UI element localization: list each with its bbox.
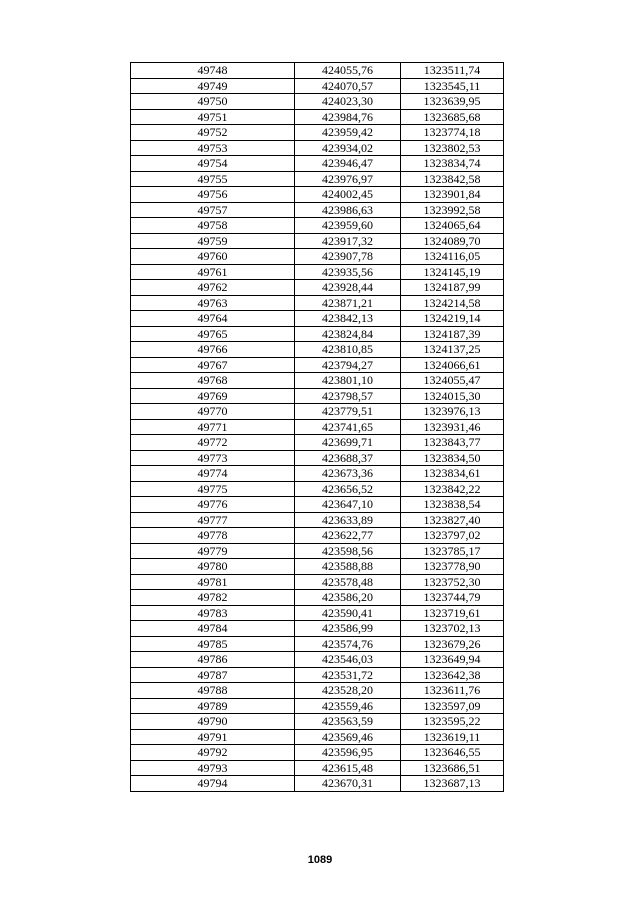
table-row: [131, 497, 504, 513]
y-coordinate-cell: 1323545,11: [401, 78, 504, 94]
point-id-cell: 49779: [131, 543, 295, 559]
point-id-cell: 49768: [131, 373, 295, 389]
x-coordinate-cell: 423559,46: [295, 698, 401, 714]
y-coordinate-cell: 1324066,61: [401, 357, 504, 373]
table-row: [131, 342, 504, 358]
table-row: [131, 512, 504, 528]
table-row: [131, 776, 504, 792]
x-coordinate-cell: 424023,30: [295, 94, 401, 110]
point-id-cell: 49757: [131, 202, 295, 218]
y-coordinate-cell: 1323744,79: [401, 590, 504, 606]
x-coordinate-cell: 423986,63: [295, 202, 401, 218]
y-coordinate-cell: 1323842,58: [401, 171, 504, 187]
table-row: [131, 729, 504, 745]
x-coordinate-cell: 423622,77: [295, 528, 401, 544]
y-coordinate-cell: 1323838,54: [401, 497, 504, 513]
point-id-cell: 49787: [131, 667, 295, 683]
table-row: [131, 264, 504, 280]
x-coordinate-cell: 424002,45: [295, 187, 401, 203]
x-coordinate-cell: 423588,88: [295, 559, 401, 575]
table-row: [131, 404, 504, 420]
table-row: [131, 714, 504, 730]
point-id-cell: 49761: [131, 264, 295, 280]
table-row: [131, 760, 504, 776]
x-coordinate-cell: 423935,56: [295, 264, 401, 280]
y-coordinate-cell: 1323976,13: [401, 404, 504, 420]
table-row: [131, 218, 504, 234]
table-row: [131, 63, 504, 79]
table-row: [131, 280, 504, 296]
y-coordinate-cell: 1324015,30: [401, 388, 504, 404]
table-row: [131, 249, 504, 265]
table-row: [131, 605, 504, 621]
y-coordinate-cell: 1323619,11: [401, 729, 504, 745]
y-coordinate-cell: 1323679,26: [401, 636, 504, 652]
point-id-cell: 49788: [131, 683, 295, 699]
table-row: [131, 636, 504, 652]
table-row: [131, 621, 504, 637]
point-id-cell: 49756: [131, 187, 295, 203]
table-row: [131, 171, 504, 187]
point-id-cell: 49769: [131, 388, 295, 404]
x-coordinate-cell: 423546,03: [295, 652, 401, 668]
table-row: [131, 109, 504, 125]
x-coordinate-cell: 423917,32: [295, 233, 401, 249]
y-coordinate-cell: 1323843,77: [401, 435, 504, 451]
x-coordinate-cell: 423699,71: [295, 435, 401, 451]
table-row: [131, 543, 504, 559]
y-coordinate-cell: 1324116,05: [401, 249, 504, 265]
point-id-cell: 49771: [131, 419, 295, 435]
x-coordinate-cell: 423934,02: [295, 140, 401, 156]
x-coordinate-cell: 423824,84: [295, 326, 401, 342]
point-id-cell: 49762: [131, 280, 295, 296]
x-coordinate-cell: 423531,72: [295, 667, 401, 683]
point-id-cell: 49749: [131, 78, 295, 94]
x-coordinate-cell: 423959,42: [295, 125, 401, 141]
table-row: [131, 187, 504, 203]
x-coordinate-cell: 423574,76: [295, 636, 401, 652]
table-row: [131, 528, 504, 544]
x-coordinate-cell: 423959,60: [295, 218, 401, 234]
y-coordinate-cell: 1323785,17: [401, 543, 504, 559]
point-id-cell: 49760: [131, 249, 295, 265]
point-id-cell: 49750: [131, 94, 295, 110]
x-coordinate-cell: 423871,21: [295, 295, 401, 311]
point-id-cell: 49792: [131, 745, 295, 761]
y-coordinate-cell: 1324214,58: [401, 295, 504, 311]
x-coordinate-cell: 423976,97: [295, 171, 401, 187]
table-row: [131, 202, 504, 218]
point-id-cell: 49764: [131, 311, 295, 327]
x-coordinate-cell: 423779,51: [295, 404, 401, 420]
x-coordinate-cell: 424070,57: [295, 78, 401, 94]
point-id-cell: 49775: [131, 481, 295, 497]
y-coordinate-cell: 1324219,14: [401, 311, 504, 327]
x-coordinate-cell: 423794,27: [295, 357, 401, 373]
point-id-cell: 49754: [131, 156, 295, 172]
y-coordinate-cell: 1323511,74: [401, 63, 504, 79]
y-coordinate-cell: 1323646,55: [401, 745, 504, 761]
point-id-cell: 49794: [131, 776, 295, 792]
x-coordinate-cell: 423688,37: [295, 450, 401, 466]
point-id-cell: 49781: [131, 574, 295, 590]
y-coordinate-cell: 1323774,18: [401, 125, 504, 141]
y-coordinate-cell: 1323797,02: [401, 528, 504, 544]
x-coordinate-cell: 423563,59: [295, 714, 401, 730]
point-id-cell: 49758: [131, 218, 295, 234]
y-coordinate-cell: 1323597,09: [401, 698, 504, 714]
x-coordinate-cell: 423586,99: [295, 621, 401, 637]
y-coordinate-cell: 1323685,68: [401, 109, 504, 125]
table-row: [131, 94, 504, 110]
y-coordinate-cell: 1323687,13: [401, 776, 504, 792]
point-id-cell: 49784: [131, 621, 295, 637]
x-coordinate-cell: 423528,20: [295, 683, 401, 699]
y-coordinate-cell: 1323595,22: [401, 714, 504, 730]
point-id-cell: 49776: [131, 497, 295, 513]
x-coordinate-cell: 423569,46: [295, 729, 401, 745]
y-coordinate-cell: 1323901,84: [401, 187, 504, 203]
point-id-cell: 49748: [131, 63, 295, 79]
table-row: [131, 419, 504, 435]
x-coordinate-cell: 423907,78: [295, 249, 401, 265]
y-coordinate-cell: 1323611,76: [401, 683, 504, 699]
table-row: [131, 357, 504, 373]
x-coordinate-cell: 423578,48: [295, 574, 401, 590]
x-coordinate-cell: 423647,10: [295, 497, 401, 513]
table-row: [131, 156, 504, 172]
table-row: [131, 233, 504, 249]
point-id-cell: 49751: [131, 109, 295, 125]
point-id-cell: 49778: [131, 528, 295, 544]
x-coordinate-cell: 423586,20: [295, 590, 401, 606]
point-id-cell: 49785: [131, 636, 295, 652]
y-coordinate-cell: 1324065,64: [401, 218, 504, 234]
x-coordinate-cell: 423984,76: [295, 109, 401, 125]
x-coordinate-cell: 423801,10: [295, 373, 401, 389]
point-id-cell: 49765: [131, 326, 295, 342]
point-id-cell: 49763: [131, 295, 295, 311]
x-coordinate-cell: 423798,57: [295, 388, 401, 404]
table-row: [131, 574, 504, 590]
y-coordinate-cell: 1324089,70: [401, 233, 504, 249]
y-coordinate-cell: 1324055,47: [401, 373, 504, 389]
y-coordinate-cell: 1324145,19: [401, 264, 504, 280]
x-coordinate-cell: 423673,36: [295, 466, 401, 482]
point-id-cell: 49752: [131, 125, 295, 141]
x-coordinate-cell: 423946,47: [295, 156, 401, 172]
x-coordinate-cell: 423741,65: [295, 419, 401, 435]
table-row: [131, 481, 504, 497]
table-row: [131, 667, 504, 683]
x-coordinate-cell: 423633,89: [295, 512, 401, 528]
point-id-cell: 49772: [131, 435, 295, 451]
table-row: [131, 683, 504, 699]
table-row: [131, 435, 504, 451]
point-id-cell: 49790: [131, 714, 295, 730]
y-coordinate-cell: 1323802,53: [401, 140, 504, 156]
y-coordinate-cell: 1323752,30: [401, 574, 504, 590]
page-number: 1089: [307, 854, 333, 866]
point-id-cell: 49753: [131, 140, 295, 156]
y-coordinate-cell: 1323639,95: [401, 94, 504, 110]
point-id-cell: 49786: [131, 652, 295, 668]
y-coordinate-cell: 1324137,25: [401, 342, 504, 358]
y-coordinate-cell: 1323719,61: [401, 605, 504, 621]
point-id-cell: 49766: [131, 342, 295, 358]
point-id-cell: 49793: [131, 760, 295, 776]
y-coordinate-cell: 1323778,90: [401, 559, 504, 575]
table-row: [131, 450, 504, 466]
point-id-cell: 49791: [131, 729, 295, 745]
table-row: [131, 125, 504, 141]
table-row: [131, 140, 504, 156]
point-id-cell: 49759: [131, 233, 295, 249]
point-id-cell: 49789: [131, 698, 295, 714]
point-id-cell: 49755: [131, 171, 295, 187]
x-coordinate-cell: 423810,85: [295, 342, 401, 358]
table-row: [131, 466, 504, 482]
table-row: [131, 326, 504, 342]
table-row: [131, 373, 504, 389]
table-row: [131, 78, 504, 94]
point-id-cell: 49773: [131, 450, 295, 466]
x-coordinate-cell: 423598,56: [295, 543, 401, 559]
x-coordinate-cell: 423670,31: [295, 776, 401, 792]
table-row: [131, 745, 504, 761]
table-row: [131, 698, 504, 714]
y-coordinate-cell: 1323931,46: [401, 419, 504, 435]
table-row: [131, 388, 504, 404]
x-coordinate-cell: 424055,76: [295, 63, 401, 79]
coordinates-table: [130, 62, 504, 792]
point-id-cell: 49782: [131, 590, 295, 606]
y-coordinate-cell: 1323702,13: [401, 621, 504, 637]
point-id-cell: 49783: [131, 605, 295, 621]
y-coordinate-cell: 1323649,94: [401, 652, 504, 668]
coordinates-table-body: [131, 63, 504, 792]
y-coordinate-cell: 1324187,99: [401, 280, 504, 296]
x-coordinate-cell: 423842,13: [295, 311, 401, 327]
y-coordinate-cell: 1323642,38: [401, 667, 504, 683]
y-coordinate-cell: 1323827,40: [401, 512, 504, 528]
table-row: [131, 590, 504, 606]
x-coordinate-cell: 423615,48: [295, 760, 401, 776]
point-id-cell: 49770: [131, 404, 295, 420]
x-coordinate-cell: 423928,44: [295, 280, 401, 296]
table-row: [131, 311, 504, 327]
point-id-cell: 49767: [131, 357, 295, 373]
y-coordinate-cell: 1323686,51: [401, 760, 504, 776]
x-coordinate-cell: 423656,52: [295, 481, 401, 497]
point-id-cell: 49777: [131, 512, 295, 528]
x-coordinate-cell: 423590,41: [295, 605, 401, 621]
point-id-cell: 49780: [131, 559, 295, 575]
x-coordinate-cell: 423596,95: [295, 745, 401, 761]
table-row: [131, 295, 504, 311]
y-coordinate-cell: 1323992,58: [401, 202, 504, 218]
y-coordinate-cell: 1323834,50: [401, 450, 504, 466]
table-row: [131, 559, 504, 575]
point-id-cell: 49774: [131, 466, 295, 482]
y-coordinate-cell: 1323834,61: [401, 466, 504, 482]
y-coordinate-cell: 1323842,22: [401, 481, 504, 497]
y-coordinate-cell: 1324187,39: [401, 326, 504, 342]
table-row: [131, 652, 504, 668]
y-coordinate-cell: 1323834,74: [401, 156, 504, 172]
